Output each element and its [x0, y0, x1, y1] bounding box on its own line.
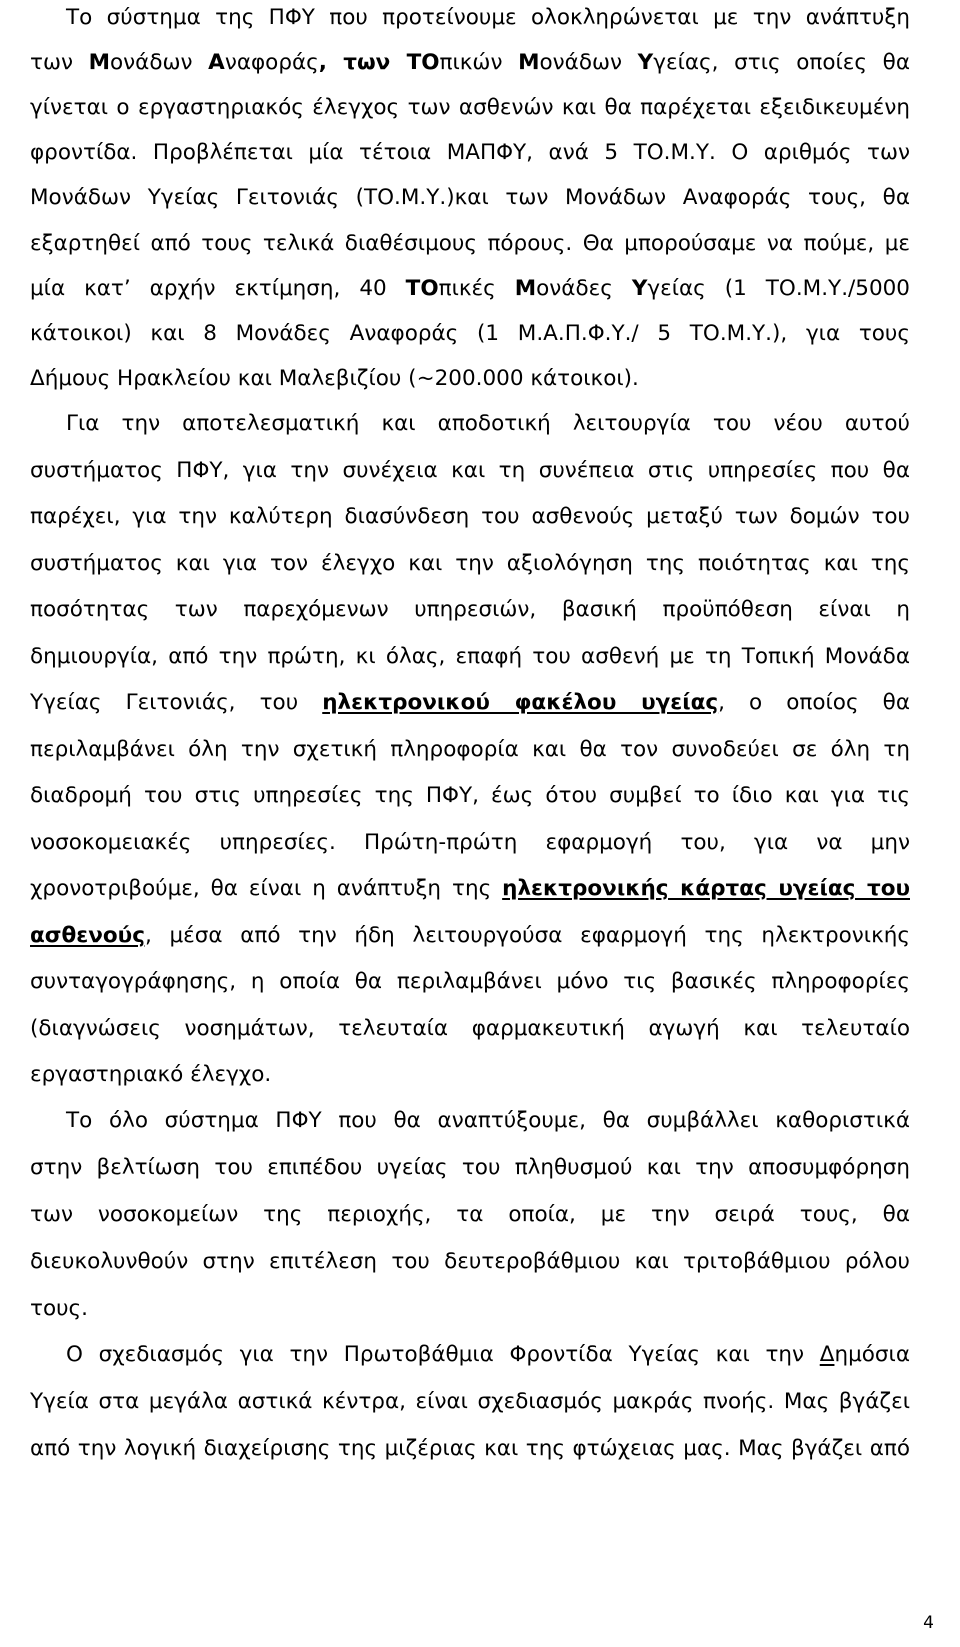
text-run: ημόσια [834, 1342, 910, 1367]
text-run: γίνεται ο εργαστηριακός έλεγχος των ασθενών και θα παρέχεται εξειδικευμένη [30, 95, 910, 120]
text-run: ναφοράς [224, 50, 319, 75]
text-run: Α [208, 50, 225, 75]
text-line [66, 404, 910, 444]
text-run: γείας (1 ΤΟ.Μ.Υ./5000 [647, 276, 910, 301]
text-run: , των ΤΟ [318, 50, 440, 75]
text-line [30, 224, 910, 264]
text-run: περιλαμβάνει όλη την σχετική πληροφορία και θα τον συνοδεύει σε όλη τη [30, 737, 910, 762]
text-line [30, 133, 910, 173]
text-run: ΤΟ [405, 276, 439, 301]
text-line [66, 1101, 910, 1141]
text-run: Δήμους Ηρακλείου και Μαλεβιζίου (~200.000 κάτοικοι). [30, 366, 639, 391]
text-run: από την λογική διαχείρισης της μιζέριας και της φτώχειας μας. Μας βγάζει από [30, 1436, 910, 1461]
text-line [30, 962, 910, 1002]
text-run: διαδρομή του στις υπηρεσίες της ΠΦΥ, έως ότου συμβεί το ίδιο και για τις [30, 783, 910, 808]
text-run: Μονάδων Υγείας Γειτονιάς (ΤΟ.Μ.Υ.)και των Μονάδων Αναφοράς τους, θα [30, 185, 910, 210]
text-run: ποσότητας των παρεχόμενων υπηρεσιών, βασική προϋπόθεση είναι η [30, 597, 910, 622]
text-line [30, 1009, 910, 1049]
text-run: Μ [88, 50, 111, 75]
text-run: Υ [637, 50, 654, 75]
text-run: στην βελτίωση του επιπέδου υγείας του πληθυσμού και την αποσυμφόρηση [30, 1155, 910, 1180]
text-run: πικών [439, 50, 519, 75]
text-run: , ο οποίος θα [718, 690, 911, 715]
text-run: μία κατ’ αρχήν εκτίμηση, 40 [30, 276, 406, 301]
text-line [66, 1335, 910, 1375]
text-line [30, 451, 910, 491]
text-line [30, 823, 910, 863]
text-run: των [30, 50, 89, 75]
text-run: ονάδες [536, 276, 632, 301]
text-line [30, 637, 910, 677]
text-run: Μ [518, 50, 540, 75]
text-run: Ο σχεδιασμός για την Πρωτοβάθμια Φροντίδα Υγείας και την [66, 1342, 820, 1367]
text-line [30, 43, 910, 83]
text-run: συστήματος ΠΦΥ, για την συνέχεια και τη συνέπεια στις υπηρεσίες που θα [30, 458, 910, 483]
page-number: 4 [923, 1613, 934, 1633]
text-line [30, 1195, 910, 1235]
text-run: εξαρτηθεί από τους τελικά διαθέσιμους πόρους. Θα μπορούσαμε να πούμε, με [30, 231, 910, 256]
text-run: τους. [30, 1296, 88, 1321]
text-line [30, 544, 910, 584]
text-line [30, 88, 910, 128]
text-run: πικές [438, 276, 515, 301]
text-line [30, 869, 910, 909]
text-run: συνταγογράφησης, η οποία θα περιλαμβάνει μόνο τις βασικές πληροφορίες [30, 969, 910, 994]
text-run: παρέχει, για την καλύτερη διασύνδεση του ασθενούς μεταξύ των δομών του [30, 504, 910, 529]
text-line [30, 269, 910, 309]
text-line [30, 359, 910, 399]
text-run: Το όλο σύστημα ΠΦΥ που θα αναπτύξουμε, θα συμβάλλει καθοριστικά [66, 1108, 910, 1133]
text-run: των νοσοκομείων της περιοχής, τα οποία, με την σειρά τους, θα [30, 1202, 910, 1227]
text-run: ηλεκτρονικής κάρτας υγείας του [502, 876, 910, 901]
text-line [30, 314, 910, 354]
text-line [30, 916, 910, 956]
text-run: διευκολυνθούν στην επιτέλεση του δευτεροβάθμιου και τριτοβάθμιου ρόλου [30, 1249, 910, 1274]
text-run: κάτοικοι) και 8 Μονάδες Αναφοράς (1 Μ.Α.Π.Φ.Υ./ 5 ΤΟ.Μ.Υ.), για τους [30, 321, 910, 346]
text-line [30, 1429, 910, 1469]
text-run: εργαστηριακό έλεγχο. [30, 1062, 272, 1087]
text-run: (διαγνώσεις νοσημάτων, τελευταία φαρμακευτική αγωγή και τελευταίο [30, 1016, 910, 1041]
text-line [30, 497, 910, 537]
text-run: δημιουργία, από την πρώτη, κι όλας, επαφή του ασθενή με τη Τοπική Μονάδα [30, 644, 910, 669]
text-line [30, 590, 910, 630]
text-line [30, 1242, 910, 1282]
text-line [30, 1289, 910, 1329]
text-run: γείας, στις οποίες θα [653, 50, 910, 75]
text-line [30, 1148, 910, 1188]
text-run: Για την αποτελεσματική και αποδοτική λειτουργία του νέου αυτού [66, 411, 910, 436]
text-run: ηλεκτρονικού φακέλου υγείας [322, 690, 719, 715]
text-line [30, 1382, 910, 1422]
text-run: χρονοτριβούμε, θα είναι η ανάπτυξη της [30, 876, 503, 901]
text-run: ονάδων [539, 50, 638, 75]
text-run: φροντίδα. Προβλέπεται μία τέτοια ΜΑΠΦΥ, ανά 5 ΤΟ.Μ.Υ. Ο αριθμός των [30, 140, 910, 165]
text-run: Υ [631, 276, 648, 301]
text-line [30, 1055, 910, 1095]
text-run: Μ [514, 276, 537, 301]
text-run: Υγεία στα μεγάλα αστικά κέντρα, είναι σχεδιασμός μακράς πνοής. Μας βγάζει [30, 1389, 910, 1414]
text-line [30, 683, 910, 723]
text-run: ονάδων [110, 50, 209, 75]
text-run: Υγείας Γειτονιάς, του [30, 690, 323, 715]
text-run: Δ [819, 1342, 835, 1367]
text-line [30, 776, 910, 816]
text-run: ασθενούς [30, 923, 145, 948]
text-run: συστήματος και για τον έλεγχο και την αξιολόγηση της ποιότητας και της [30, 551, 910, 576]
text-line [30, 730, 910, 770]
text-line [30, 178, 910, 218]
text-line [66, 0, 910, 38]
text-run: Το σύστημα της ΠΦΥ που προτείνουμε ολοκληρώνεται με την ανάπτυξη [66, 5, 910, 30]
text-run: , μέσα από την ήδη λειτουργούσα εφαρμογή της ηλεκτρονικής [144, 923, 910, 948]
text-run: νοσοκομειακές υπηρεσίες. Πρώτη-πρώτη εφαρμογή του, για να μην [30, 830, 910, 855]
